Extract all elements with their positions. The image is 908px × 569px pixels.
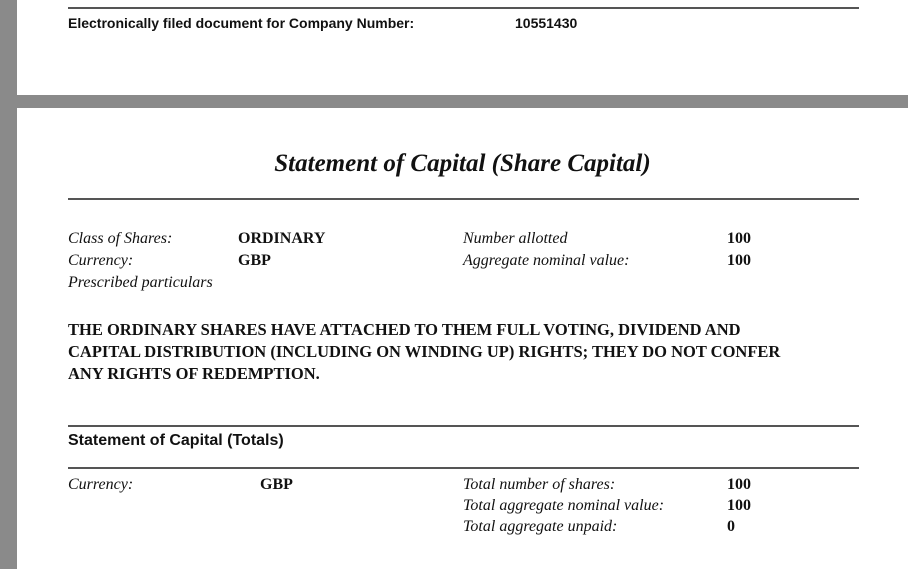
top-rule [68, 7, 859, 9]
total-shares-value: 100 [727, 476, 751, 493]
currency-label: Currency: [68, 252, 134, 269]
title-rule [68, 198, 859, 200]
total-unpaid-label: Total aggregate unpaid: [463, 518, 618, 535]
aggregate-nominal-label: Aggregate nominal value: [463, 252, 630, 269]
document-page-main [17, 108, 908, 569]
page-gap [17, 95, 908, 108]
class-of-shares-value: ORDINARY [238, 230, 326, 247]
currency-value: GBP [238, 252, 271, 269]
prescribed-particulars-label: Prescribed particulars [68, 274, 213, 291]
totals-top-rule [68, 425, 859, 427]
number-allotted-label: Number allotted [463, 230, 568, 247]
company-number-value: 10551430 [515, 15, 578, 31]
class-of-shares-label: Class of Shares: [68, 230, 173, 247]
aggregate-nominal-value: 100 [727, 252, 751, 269]
prescribed-particulars-text: THE ORDINARY SHARES HAVE ATTACHED TO THEM FULL VOTING, DIVIDEND AND CAPITAL DISTRIBUTION (INCLUDING ON WINDING UP) RIGHTS; THEY DO NOT CONFER ANY RIGHTS OF REDEMPTION. [68, 320, 781, 383]
total-shares-label: Total number of shares: [463, 476, 616, 493]
number-allotted-value: 100 [727, 230, 751, 247]
total-nominal-label: Total aggregate nominal value: [463, 497, 665, 514]
totals-currency-label: Currency: [68, 476, 134, 493]
totals-currency-value: GBP [260, 476, 293, 493]
total-nominal-value: 100 [727, 497, 751, 514]
totals-bottom-rule [68, 467, 859, 469]
totals-title: Statement of Capital (Totals) [68, 432, 284, 449]
company-number-label: Electronically filed document for Company Number: [68, 15, 415, 31]
share-capital-title: Statement of Capital (Share Capital) [274, 150, 651, 177]
document-page-top [17, 0, 908, 95]
total-unpaid-value: 0 [727, 518, 735, 535]
